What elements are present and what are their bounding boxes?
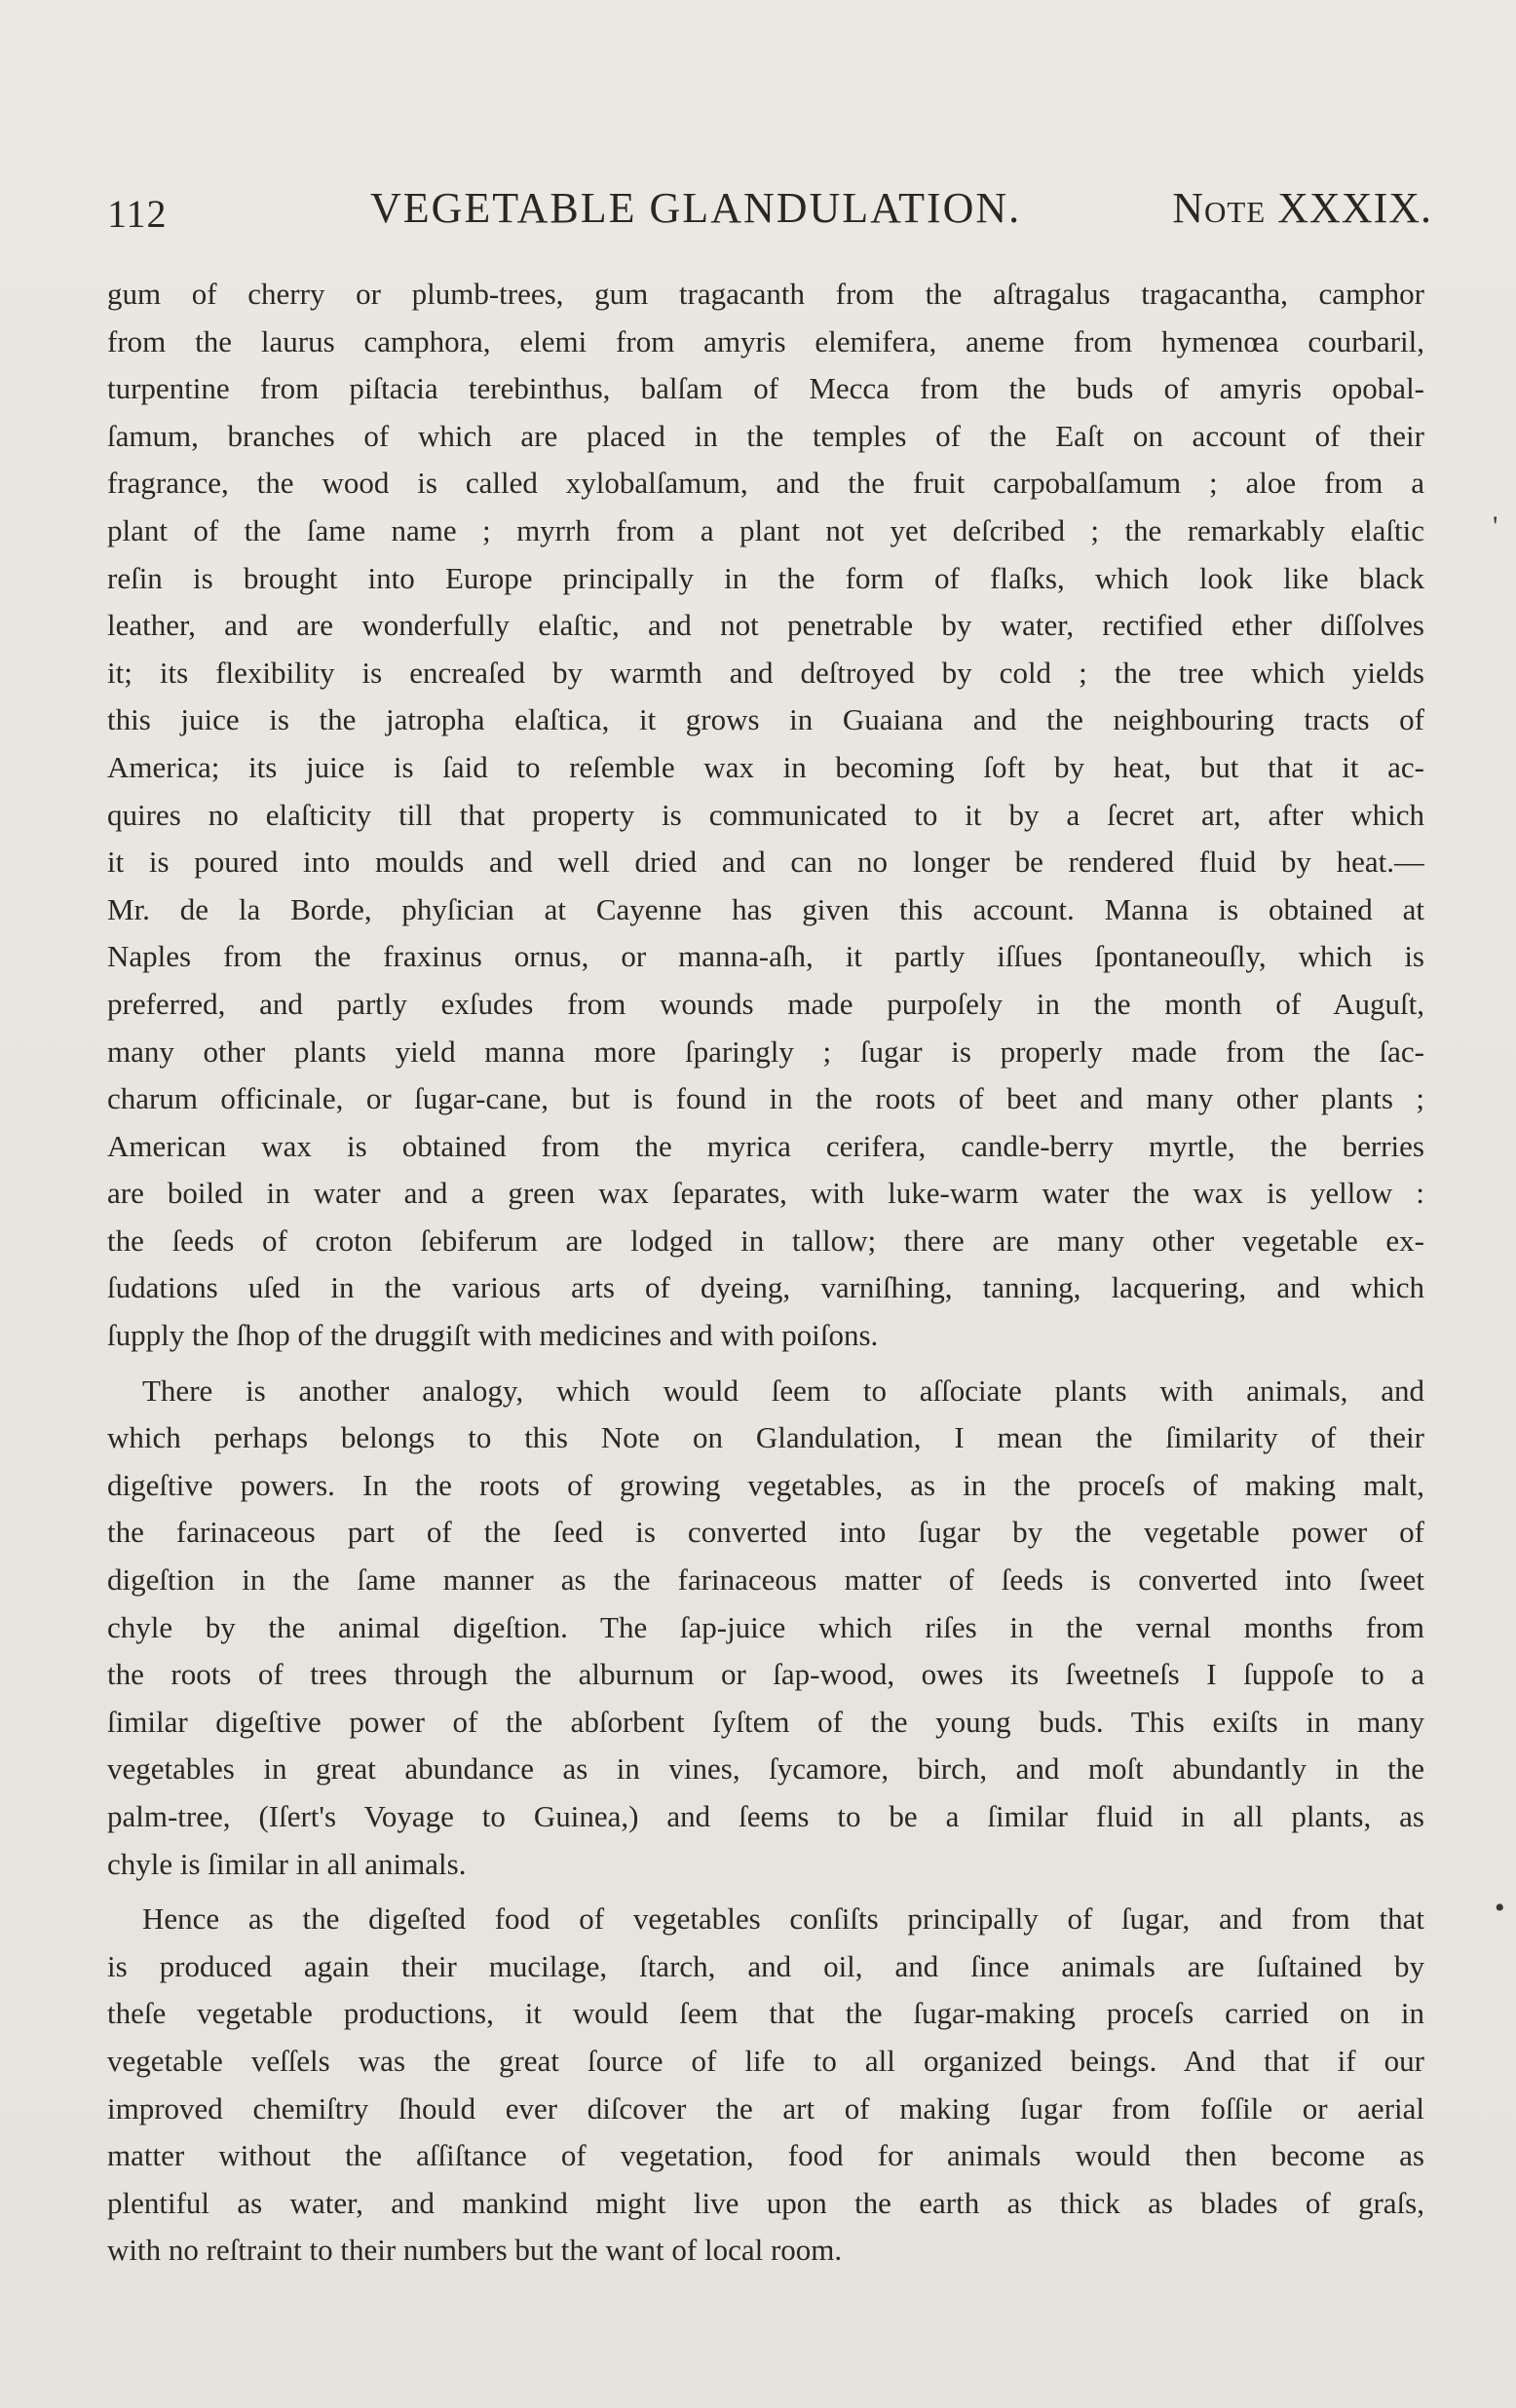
text-line: which perhaps belongs to this Note on Glandulation, I mean the ſimilarity of their: [107, 1420, 1424, 1455]
text-line: Mr. de la Borde, phyſician at Cayenne has given this account. Manna is obtained at: [107, 891, 1424, 926]
paragraph-gap: [107, 1360, 1424, 1368]
text-line: Hence as the digeſted food of vegetables conſiſts principally of ſugar, and from that: [142, 1901, 1424, 1937]
text-line: ſudations uſed in the various arts of dyeing, varniſhing, tanning, lacquering, and which: [107, 1270, 1424, 1305]
running-header: [107, 183, 1432, 242]
margin-mark: ': [1493, 510, 1498, 543]
text-line: plant of the ſame name ; myrrh from a plant not yet deſcribed ; the remarkably elaſtic: [107, 512, 1424, 547]
running-title: VEGETABLE GLANDULATION.: [370, 184, 1022, 232]
text-line: There is another analogy, which would ſeem to aſſociate plants with animals, and: [142, 1373, 1424, 1408]
text-line: this juice is the jatropha elaſtica, it grows in Guaiana and the neighbouring tracts of: [107, 702, 1424, 737]
text-line: chyle by the animal digeſtion. The ſap-juice which riſes in the vernal months from: [107, 1609, 1424, 1644]
text-line: ſimilar digeſtive power of the abſorbent ſyſtem of the young buds. This exiſts in many: [107, 1704, 1424, 1739]
text-line: from the laurus camphora, elemi from amyris elemifera, aneme from hymenœa courbaril,: [107, 323, 1424, 358]
text-line: vegetable veſſels was the great ſource of life to all organized beings. And that if our: [107, 2043, 1424, 2078]
text-line: many other plants yield manna more ſparingly ; ſugar is properly made from the ſac-: [107, 1034, 1424, 1069]
margin-mark: •: [1495, 1892, 1505, 1924]
text-line: it; its flexibility is encreaſed by warmth and deſtroyed by cold ; the tree which yields: [107, 655, 1424, 690]
text-line: Naples from the fraxinus ornus, or manna-aſh, it partly iſſues ſpontaneouſly, which is: [107, 939, 1424, 974]
text-line: ſupply the ſhop of the druggiſt with medicines and with poiſons.: [107, 1318, 879, 1353]
text-line: the farinaceous part of the ſeed is converted into ſugar by the vegetable power of: [107, 1515, 1424, 1550]
text-line: gum of cherry or plumb-trees, gum tragacanth from the aſtragalus tragacantha, camphor: [107, 277, 1424, 311]
text-line: fragrance, the wood is called xylobalſamum, and the fruit carpobalſamum ; aloe from a: [107, 466, 1424, 501]
text-line: palm-tree, (Iſert's Voyage to Guinea,) and ſeems to be a ſimilar fluid in all plants, as: [107, 1799, 1424, 1833]
text-line: charum officinale, or ſugar-cane, but is found in the roots of beet and many other plants ;: [107, 1081, 1424, 1116]
text-line: theſe vegetable productions, it would ſeem that the ſugar-making proceſs carried on in: [107, 1996, 1424, 2031]
text-line: America; its juice is ſaid to reſemble wax in becoming ſoft by heat, but that it ac-: [107, 749, 1424, 784]
text-line: vegetables in great abundance as in vines, ſycamore, birch, and moſt abundantly in the: [107, 1751, 1424, 1787]
text-line: turpentine from piſtacia terebinthus, balſam of Mecca from the buds of amyris opobal-: [107, 371, 1424, 406]
text-line: plentiful as water, and mankind might live upon the earth as thick as blades of graſs,: [107, 2185, 1424, 2220]
text-line: is produced again their mucilage, ſtarch, and oil, and ſince animals are ſuſtained by: [107, 1948, 1424, 1983]
text-line: chyle is ſimilar in all animals.: [107, 1846, 467, 1881]
text-line: preferred, and partly exſudes from wounds made purpoſely in the month of Auguſt,: [107, 986, 1424, 1021]
text-line: leather, and are wonderfully elaſtic, and not penetrable by water, rectified ether diſſolves: [107, 608, 1424, 643]
text-line: matter without the aſſiſtance of vegetation, food for animals would then become as: [107, 2138, 1424, 2173]
paragraph: [107, 271, 1424, 1360]
text-line: digeſtion in the ſame manner as the farinaceous matter of ſeeds is converted into ſweet: [107, 1562, 1424, 1598]
text-line: ſamum, branches of which are placed in the temples of the Eaſt on account of their: [107, 418, 1424, 453]
note-label: Note XXXIX.: [1172, 184, 1432, 232]
text-line: quires no elaſticity till that property is communicated to it by a ſecret art, after which: [107, 797, 1424, 832]
text-line: improved chemiſtry ſhould ever diſcover the art of making ſugar from foſſile or aerial: [107, 2090, 1424, 2126]
text-line: the ſeeds of croton ſebiferum are lodged in tallow; there are many other vegetable ex-: [107, 1223, 1424, 1258]
text-line: it is poured into moulds and well dried and can no longer be rendered fluid by heat.—: [107, 845, 1424, 880]
text-line: the roots of trees through the alburnum or ſap-wood, owes its ſweetneſs I ſuppoſe to a: [107, 1657, 1424, 1692]
body-text: [107, 271, 1424, 2275]
text-line: reſin is brought into Europe principally in the form of flaſks, which look like black: [107, 560, 1424, 595]
text-line: with no reſtraint to their numbers but the want of local room.: [107, 2233, 843, 2268]
page-number: 112: [107, 192, 168, 236]
paragraph-gap: [107, 1888, 1424, 1896]
text-line: are boiled in water and a green wax ſeparates, with luke-warm water the wax is yellow :: [107, 1176, 1424, 1211]
paragraph: [107, 1896, 1424, 2275]
text-line: American wax is obtained from the myrica cerifera, candle-berry myrtle, the berries: [107, 1128, 1424, 1163]
paragraph: [107, 1368, 1424, 1889]
text-line: digeſtive powers. In the roots of growing vegetables, as in the proceſs of making malt,: [107, 1467, 1424, 1502]
